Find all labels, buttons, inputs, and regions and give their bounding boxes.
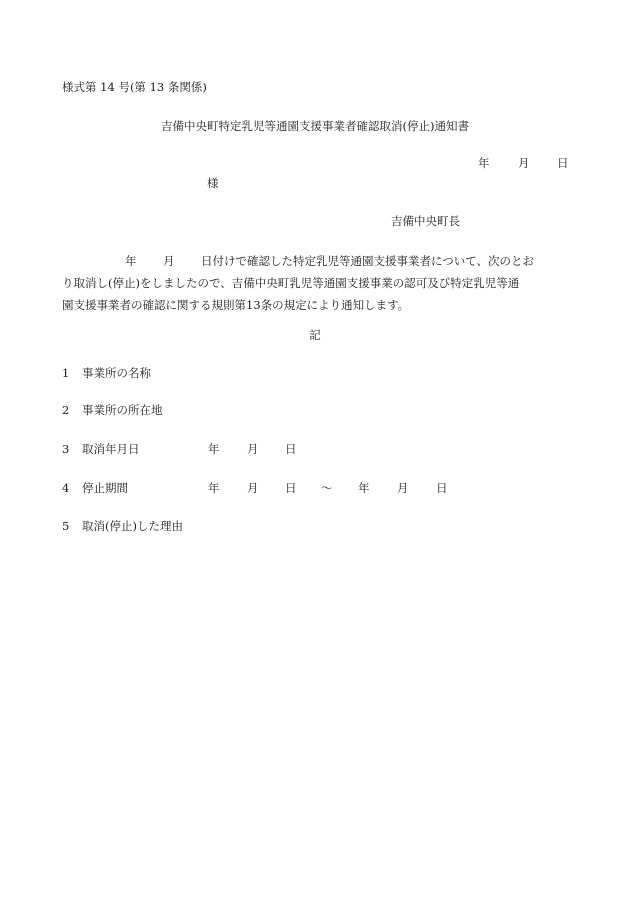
item-label: 事業所の所在地 bbox=[82, 403, 163, 417]
item-label: 事業所の名称 bbox=[82, 366, 151, 380]
body-month: 月 bbox=[163, 254, 175, 268]
date-day: 日 bbox=[557, 156, 569, 170]
item-number: 1 bbox=[62, 366, 70, 380]
item-label: 取消(停止)した理由 bbox=[82, 519, 183, 533]
body-line-3: 園支援事業者の確認に関する規則第13条の規定により通知します。 bbox=[62, 298, 410, 312]
item-number: 5 bbox=[62, 519, 70, 533]
date-year: 年 bbox=[478, 156, 490, 170]
revocation-month: 月 bbox=[247, 442, 259, 456]
suspension-start-month: 月 bbox=[247, 481, 259, 495]
body-line-2: り取消し(停止)をしましたので、吉備中央町乳児等通園支援事業の認可及び特定乳児等通 bbox=[62, 276, 520, 290]
suspension-start-day: 日 bbox=[285, 481, 297, 495]
item-number: 2 bbox=[62, 403, 70, 417]
body-line-1 bbox=[62, 250, 572, 272]
item-number: 4 bbox=[62, 481, 70, 495]
form-label: 様式第 14 号(第 13 条関係) bbox=[62, 80, 207, 94]
addressee-suffix: 様 bbox=[207, 176, 219, 190]
body-year: 年 bbox=[125, 254, 137, 268]
ki-heading: 記 bbox=[309, 328, 321, 342]
body-line-1-text: 日付けで確認した特定乳児等通園支援事業者について、次のとお bbox=[201, 254, 535, 268]
revocation-day: 日 bbox=[285, 442, 297, 456]
suspension-end-day: 日 bbox=[436, 481, 448, 495]
suspension-end-month: 月 bbox=[397, 481, 409, 495]
issuer-name: 吉備中央町長 bbox=[391, 214, 460, 228]
item-label: 停止期間 bbox=[82, 481, 128, 495]
document-title: 吉備中央町特定乳児等通園支援事業者確認取消(停止)通知書 bbox=[161, 119, 469, 133]
date-month: 月 bbox=[518, 156, 530, 170]
item-label: 取消年月日 bbox=[82, 442, 140, 456]
period-tilde: 〜 bbox=[321, 481, 333, 495]
body-paragraph bbox=[62, 250, 572, 316]
revocation-year: 年 bbox=[208, 442, 220, 456]
suspension-start-year: 年 bbox=[208, 481, 220, 495]
suspension-end-year: 年 bbox=[358, 481, 370, 495]
item-number: 3 bbox=[62, 442, 70, 456]
